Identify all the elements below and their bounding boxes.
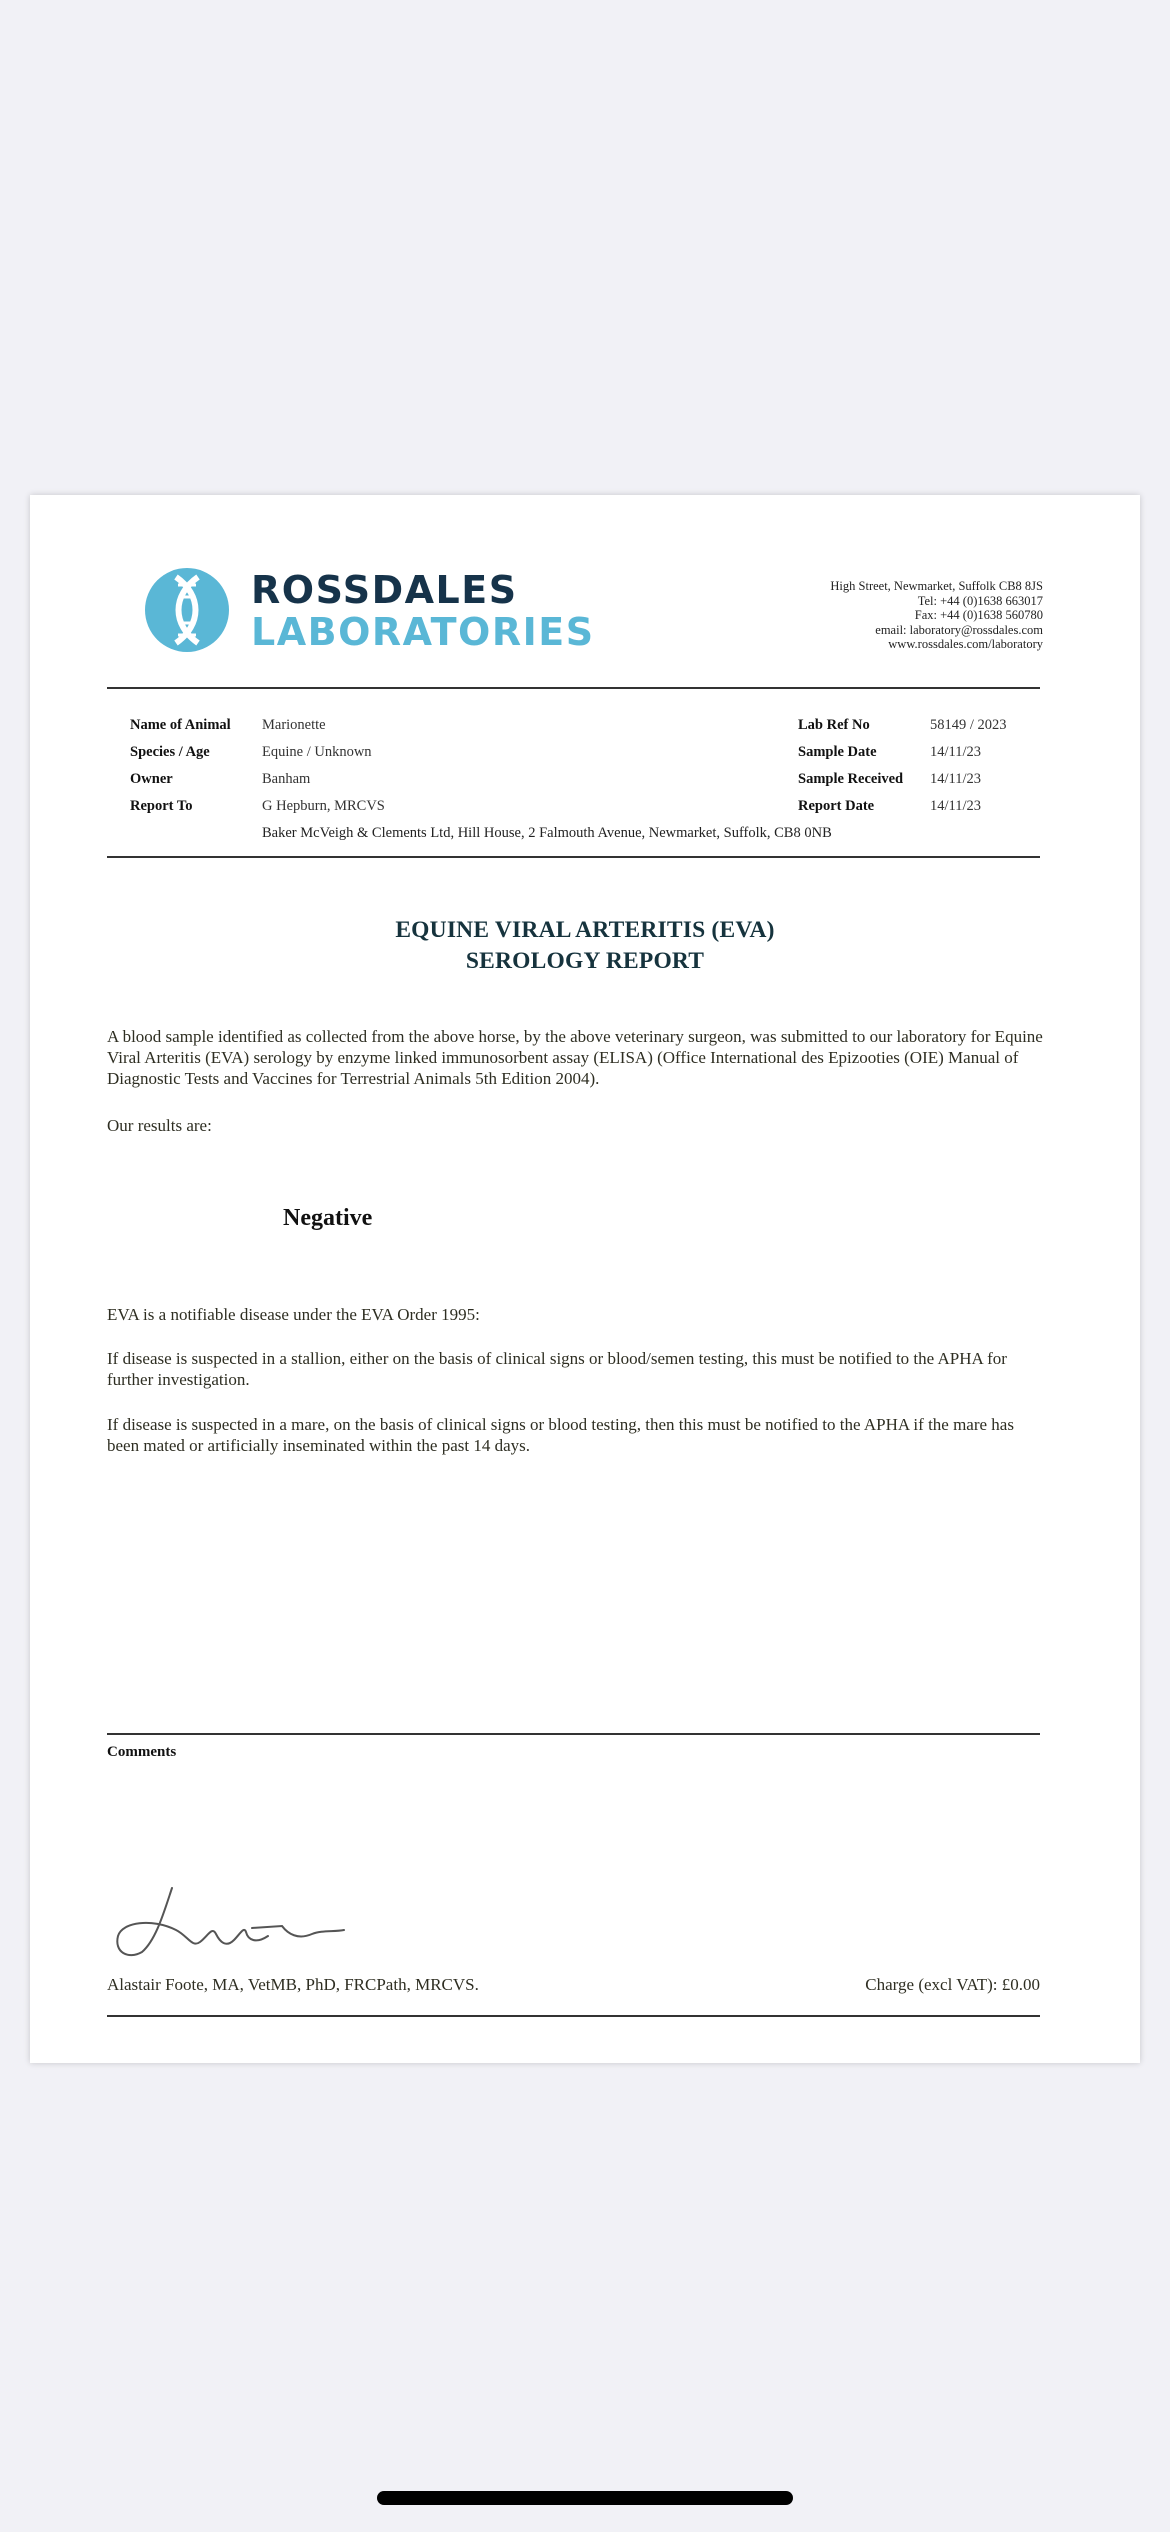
footer-divider bbox=[107, 2015, 1040, 2017]
name-of-animal-value: Marionette bbox=[262, 717, 326, 733]
comments-label: Comments bbox=[107, 1744, 177, 1760]
dna-helix-logo-icon bbox=[144, 567, 230, 653]
mare-note: If disease is suspected in a mare, on the basis of clinical signs or blood testing, then this must be notified to the APHA if the mare has been mated or artificially inseminated within the past 14 days. bbox=[107, 1415, 1014, 1455]
report-to-address: Baker McVeigh & Clements Ltd, Hill House, 2 Falmouth Avenue, Newmarket, Suffolk, CB8 0NB bbox=[262, 825, 832, 841]
signatory-name: Alastair Foote, MA, VetMB, PhD, FRCPath, MRCVS. bbox=[107, 1975, 479, 1994]
report-to-value: G Hepburn, MRCVS bbox=[262, 798, 385, 814]
notifiable-notice: EVA is a notifiable disease under the EVA Order 1995: bbox=[107, 1305, 480, 1324]
lab-address bbox=[830, 579, 1043, 652]
sample-date-label: Sample Date bbox=[798, 744, 877, 760]
report-page bbox=[30, 495, 1140, 2063]
stallion-note: If disease is suspected in a stallion, either on the basis of clinical signs or blood/semen testing, this must be notified to the APHA for further investigation. bbox=[107, 1349, 1007, 1389]
brand-name-line2: LABORATORIES bbox=[251, 610, 595, 654]
results-intro: Our results are: bbox=[107, 1116, 212, 1135]
address-street: High Street, Newmarket, Suffolk CB8 8JS bbox=[830, 579, 1043, 593]
test-result: Negative bbox=[283, 1205, 373, 1231]
intro-paragraph: A blood sample identified as collected from the above horse, by the above veterinary surgeon, was submitted to our laboratory for Equine Viral Arteritis (EVA) serology by enzyme linked immunosorbent assay (ELISA) (Office International des Epizooties (OIE) Manual of Diagnostic Tests and Vaccines for Terrestrial Animals 5th Edition 2004). bbox=[107, 1027, 1043, 1088]
sample-date-value: 14/11/23 bbox=[930, 744, 982, 760]
name-of-animal-label: Name of Animal bbox=[130, 717, 231, 733]
address-web: www.rossdales.com/laboratory bbox=[888, 637, 1043, 651]
sample-received-value: 14/11/23 bbox=[930, 771, 982, 787]
address-email: email: laboratory@rossdales.com bbox=[875, 622, 1043, 637]
report-date-value: 14/11/23 bbox=[930, 798, 982, 814]
lab-ref-label: Lab Ref No bbox=[798, 717, 870, 733]
comments-divider bbox=[107, 1733, 1040, 1735]
lab-ref-value: 58149 / 2023 bbox=[930, 717, 1007, 733]
brand-name-line1: ROSSDALES bbox=[251, 568, 518, 612]
home-indicator[interactable] bbox=[377, 2491, 793, 2505]
report-title-line1: EQUINE VIRAL ARTERITIS (EVA) bbox=[395, 917, 775, 943]
header-divider bbox=[107, 687, 1040, 689]
owner-label: Owner bbox=[130, 771, 173, 787]
report-title-line2: SEROLOGY REPORT bbox=[465, 948, 705, 974]
report-to-label: Report To bbox=[130, 798, 193, 814]
signature-image bbox=[112, 1882, 352, 1962]
owner-value: Banham bbox=[262, 771, 311, 787]
address-fax: Fax: +44 (0)1638 560780 bbox=[914, 608, 1043, 622]
info-divider bbox=[107, 856, 1040, 858]
rossdales-logo bbox=[144, 567, 595, 657]
address-tel: Tel: +44 (0)1638 663017 bbox=[917, 593, 1043, 608]
species-age-label: Species / Age bbox=[130, 744, 210, 760]
sample-received-label: Sample Received bbox=[798, 771, 904, 787]
report-date-label: Report Date bbox=[798, 798, 875, 814]
species-age-value: Equine / Unknown bbox=[262, 744, 372, 760]
charge-amount: Charge (excl VAT): £0.00 bbox=[865, 1975, 1040, 1994]
